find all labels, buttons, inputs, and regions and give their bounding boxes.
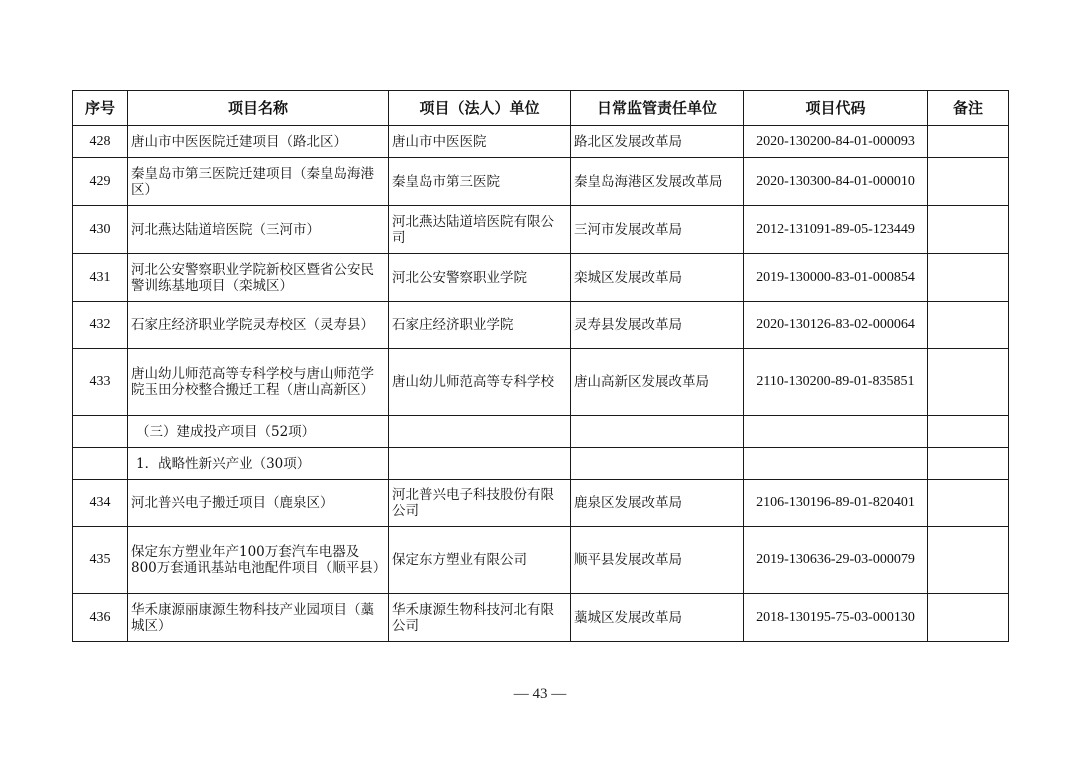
row-project-name: 河北燕达陆道培医院（三河市）	[128, 206, 389, 254]
row-serial: 432	[73, 302, 128, 349]
row-project-name: 唐山幼儿师范高等专科学校与唐山师范学院玉田分校整合搬迁工程（唐山高新区）	[128, 349, 389, 416]
row-project-code: 2020-130126-83-02-000064	[744, 302, 928, 349]
table-header-row	[73, 91, 1009, 126]
table-row	[73, 158, 1009, 206]
table-row	[73, 349, 1009, 416]
section-row	[73, 416, 1009, 448]
section-empty-cell	[928, 416, 1009, 448]
subsection-empty-cell	[744, 448, 928, 480]
header-legal-unit: 项目（法人）单位	[389, 91, 571, 126]
row-supervisor: 顺平县发展改革局	[571, 527, 744, 594]
row-serial: 430	[73, 206, 128, 254]
row-serial: 434	[73, 480, 128, 527]
row-remarks	[928, 527, 1009, 594]
table-row	[73, 126, 1009, 158]
row-serial: 431	[73, 254, 128, 302]
header-serial: 序号	[73, 91, 128, 126]
section-title: （三）建成投产项目（52项）	[128, 416, 389, 448]
subsection-empty-cell	[928, 448, 1009, 480]
row-serial: 428	[73, 126, 128, 158]
table-row	[73, 594, 1009, 642]
row-project-code: 2020-130200-84-01-000093	[744, 126, 928, 158]
row-legal-unit: 华禾康源生物科技河北有限公司	[389, 594, 571, 642]
header-project-name: 项目名称	[128, 91, 389, 126]
row-project-name: 唐山市中医医院迁建项目（路北区）	[128, 126, 389, 158]
section-empty-cell	[744, 416, 928, 448]
row-supervisor: 灵寿县发展改革局	[571, 302, 744, 349]
row-remarks	[928, 594, 1009, 642]
row-project-name: 河北公安警察职业学院新校区暨省公安民警训练基地项目（栾城区）	[128, 254, 389, 302]
table-row	[73, 527, 1009, 594]
subsection-empty-cell	[389, 448, 571, 480]
page-number: — 43 —	[513, 686, 567, 702]
row-supervisor: 鹿泉区发展改革局	[571, 480, 744, 527]
row-legal-unit: 河北公安警察职业学院	[389, 254, 571, 302]
row-supervisor: 秦皇岛海港区发展改革局	[571, 158, 744, 206]
row-legal-unit: 保定东方塑业有限公司	[389, 527, 571, 594]
table-row	[73, 206, 1009, 254]
subsection-empty-cell	[571, 448, 744, 480]
row-project-code: 2106-130196-89-01-820401	[744, 480, 928, 527]
header-remarks: 备注	[928, 91, 1009, 126]
subsection-serial-empty	[73, 448, 128, 480]
row-serial: 436	[73, 594, 128, 642]
header-supervisor: 日常监管责任单位	[571, 91, 744, 126]
section-empty-cell	[389, 416, 571, 448]
row-project-name: 河北普兴电子搬迁项目（鹿泉区）	[128, 480, 389, 527]
row-serial: 433	[73, 349, 128, 416]
subsection-row	[73, 448, 1009, 480]
row-project-name: 秦皇岛市第三医院迁建项目（秦皇岛海港区）	[128, 158, 389, 206]
row-supervisor: 路北区发展改革局	[571, 126, 744, 158]
row-project-code: 2012-131091-89-05-123449	[744, 206, 928, 254]
row-remarks	[928, 206, 1009, 254]
row-supervisor: 栾城区发展改革局	[571, 254, 744, 302]
table-row	[73, 480, 1009, 527]
row-legal-unit: 秦皇岛市第三医院	[389, 158, 571, 206]
row-project-code: 2019-130636-29-03-000079	[744, 527, 928, 594]
row-legal-unit: 唐山幼儿师范高等专科学校	[389, 349, 571, 416]
row-project-code: 2020-130300-84-01-000010	[744, 158, 928, 206]
row-supervisor: 三河市发展改革局	[571, 206, 744, 254]
project-table	[72, 90, 1009, 642]
row-project-name: 华禾康源丽康源生物科技产业园项目（藁城区）	[128, 594, 389, 642]
row-project-code: 2110-130200-89-01-835851	[744, 349, 928, 416]
project-table-container	[72, 90, 1008, 642]
row-legal-unit: 河北燕达陆道培医院有限公司	[389, 206, 571, 254]
row-project-code: 2018-130195-75-03-000130	[744, 594, 928, 642]
table-row	[73, 302, 1009, 349]
row-legal-unit: 河北普兴电子科技股份有限公司	[389, 480, 571, 527]
section-empty-cell	[571, 416, 744, 448]
section-serial-empty	[73, 416, 128, 448]
row-remarks	[928, 158, 1009, 206]
row-serial: 435	[73, 527, 128, 594]
row-supervisor: 唐山高新区发展改革局	[571, 349, 744, 416]
row-remarks	[928, 349, 1009, 416]
row-remarks	[928, 302, 1009, 349]
row-remarks	[928, 254, 1009, 302]
row-legal-unit: 石家庄经济职业学院	[389, 302, 571, 349]
row-project-name: 保定东方塑业年产100万套汽车电器及800万套通讯基站电池配件项目（顺平县）	[128, 527, 389, 594]
header-project-code: 项目代码	[744, 91, 928, 126]
row-supervisor: 藁城区发展改革局	[571, 594, 744, 642]
table-row	[73, 254, 1009, 302]
row-remarks	[928, 126, 1009, 158]
row-legal-unit: 唐山市中医医院	[389, 126, 571, 158]
row-project-name: 石家庄经济职业学院灵寿校区（灵寿县）	[128, 302, 389, 349]
row-serial: 429	[73, 158, 128, 206]
row-remarks	[928, 480, 1009, 527]
subsection-title: 1．战略性新兴产业（30项）	[128, 448, 389, 480]
row-project-code: 2019-130000-83-01-000854	[744, 254, 928, 302]
